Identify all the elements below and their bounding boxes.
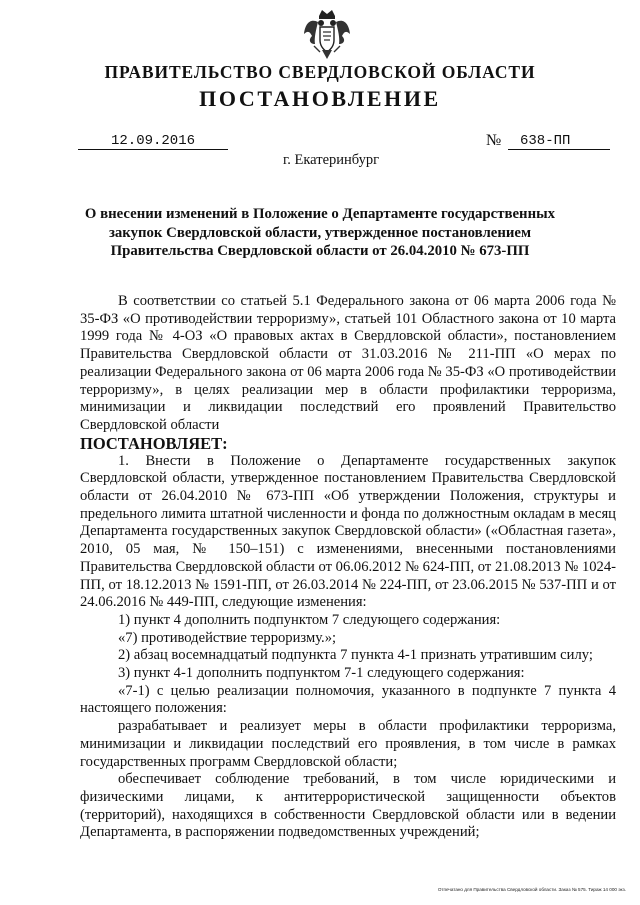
resolves-heading: ПОСТАНОВЛЯЕТ: bbox=[80, 433, 228, 453]
subitem-1-text: «7) противодействие терроризму.»; bbox=[118, 629, 337, 646]
document-type: ПОСТАНОВЛЕНИЕ bbox=[199, 86, 441, 111]
print-footer: Отпечатано для Правительства Свердловской области. Заказ № 575. Тираж 14 000 экз. bbox=[437, 887, 626, 892]
title-line: закупок Свердловской области, утвержденное постановлением bbox=[108, 224, 532, 241]
organization-name: ПРАВИТЕЛЬСТВО СВЕРДЛОВСКОЙ ОБЛАСТИ bbox=[104, 62, 536, 82]
document-date: 12.09.2016 bbox=[78, 133, 228, 150]
document-title bbox=[82, 205, 558, 261]
item-1-paragraph: 1. Внести в Положение о Департаменте государственных закупок Свердловской области, утвержденное постановлением Правительства Свердловской области от 26.04.2010 № 673-ПП «Об утверждении Положения, структуры и предельного лимита штатной численности и фонда по должностным окладам в месяц Департамента государственных закупок Свердловской области» («Областная газета», 2010, 05 мая, № 150–151) с изменениями, внесенными постановлениями Правительства Свердловской области от 06.06.2012 № 624-ПП, от 21.08.2013 № 1024-ПП, от 18.12.2013 № 1591-ПП, от 26.03.2014 № 224-ПП, от 23.06.2015 № 537-ПП и от 24.06.2016 № 449-ПП, следующие изменения: bbox=[80, 452, 616, 611]
title-line: Правительства Свердловской области от 26.04.2010 № 673-ПП bbox=[110, 243, 530, 259]
subitem-3-paragraph-1: разрабатывает и реализует меры в области профилактики терроризма, минимизации и ликвидации последствий его проявления, в том числе в рамках государственных программ Свердловской области; bbox=[80, 718, 616, 770]
subitem-2: 2) абзац восемнадцатый подпункта 7 пункта 4-1 признать утратившим силу; bbox=[118, 647, 593, 664]
preamble-paragraph: В соответствии со статьей 5.1 Федерального закона от 06 марта 2006 года № 35-ФЗ «О противодействии терроризму», статьей 101 Областного закона от 10 марта 1999 года № 4-ОЗ «О правовых актах в Свердловской области», постановлением Правительства Свердловской области от 31.03.2016 № 211-ПП «О мерах по реализации Федерального закона от 06 марта 2006 года № 35-ФЗ «О противодействии терроризму», в целях реализации мер в области профилактики терроризма, минимизации и ликвидации последствий его проявлений Правительство Свердловской области bbox=[80, 293, 616, 433]
coat-of-arms-icon bbox=[302, 6, 352, 60]
subitem-3-paragraph-2: обеспечивает соблюдение требований, в том числе юридическими и физическими лицами, к антитеррористической защищенности объектов (территорий), находящихся в собственности Свердловской области или в ведении Департамента, в распоряжении подведомственных учреждений; bbox=[80, 771, 616, 841]
document-body bbox=[80, 293, 616, 842]
subitem-1: 1) пункт 4 дополнить подпунктом 7 следующего содержания: bbox=[118, 611, 501, 628]
subitem-3-text: «7-1) с целью реализации полномочия, указанного в подпункте 7 пункта 4 настоящего положения: bbox=[80, 682, 616, 717]
document-number: 638-ПП bbox=[508, 133, 610, 150]
title-line: О внесении изменений в Положение о Департаменте государственных bbox=[84, 206, 556, 222]
subitem-3: 3) пункт 4-1 дополнить подпунктом 7-1 следующего содержания: bbox=[118, 665, 525, 682]
document-city: г. Екатеринбург bbox=[282, 152, 380, 168]
number-sign: № bbox=[486, 132, 502, 149]
